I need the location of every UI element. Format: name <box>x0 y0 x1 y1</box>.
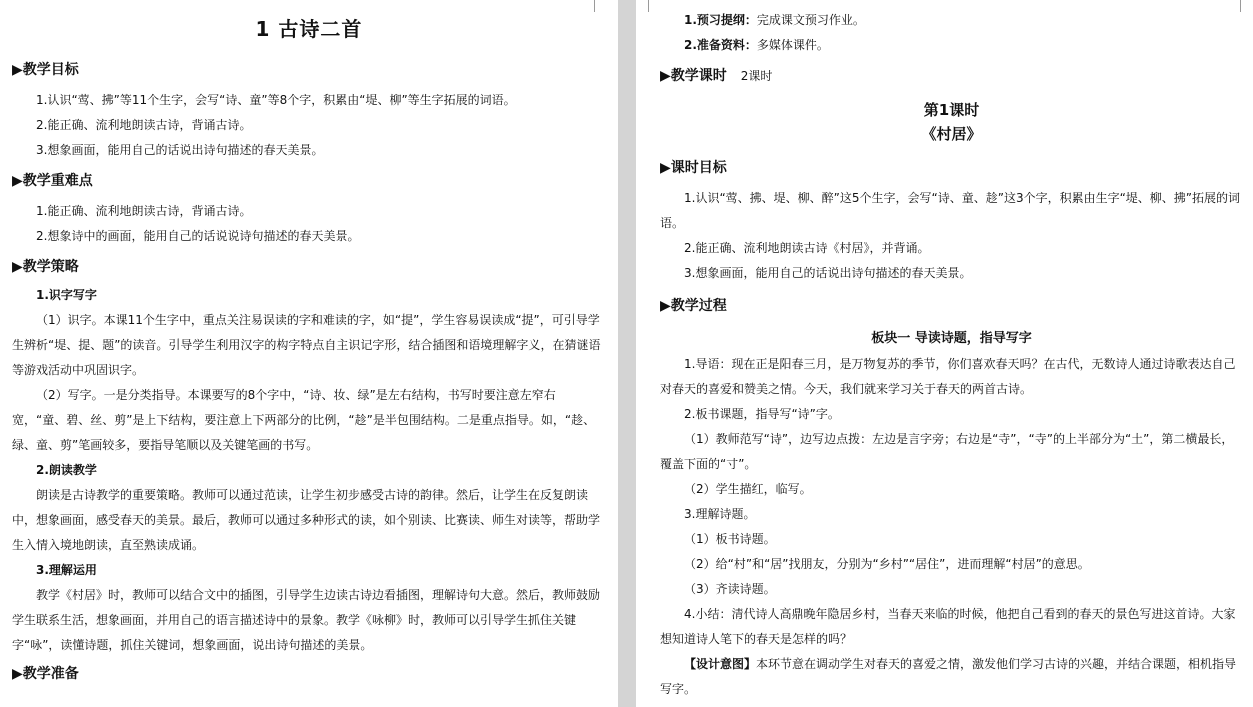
block-title: 板块一 导读诗题，指导写字 <box>871 331 1032 346</box>
difficulty-item: 2.想象诗中的画面，能用自己的话说说诗句描述的春天美景。 <box>36 229 360 243</box>
prep-item <box>660 33 1243 58</box>
strategy-paragraph: 教学《村居》时，教师可以结合文中的插图，引导学生边读古诗边看插图，理解诗句大意。然后，教师鼓励学生联系生活，想象画面，并用自己的语言描述诗中的景象。教学《咏柳》时，教师可以引导学生抓住关键字“咏”，读懂诗题，抓住关键词，想象画面，说出诗句描述的美景。 <box>12 588 601 652</box>
process-item: 4.小结：清代诗人高鼎晚年隐居乡村，当春天来临的时候，他把自己看到的春天的景色写进这首诗。大家想知道诗人笔下的春天是怎样的吗？ <box>660 607 1236 646</box>
section-heading-process: ▶教学过程 <box>660 298 727 314</box>
process-item: 3.理解诗题。 <box>684 507 756 521</box>
strategy-subheading: 3.理解运用 <box>36 563 97 577</box>
goal-item: 1.认识“莺、拂”等11个生字，会写“诗、童”等8个字，积累由“堤、柳”等生字拓展的词语。 <box>36 93 516 107</box>
process-item: （2）给“村”和“居”找朋友，分别为“乡村”“居住”，进而理解“村居”的意思。 <box>684 557 1090 571</box>
prep-item-text: 多媒体课件。 <box>756 38 829 52</box>
lesson-title: 1 古诗二首 <box>255 17 363 41</box>
strategy-paragraph: （1）识字。本课11个生字中，重点关注易误读的字和难读的字，如“提”，学生容易误读成“提”，可引导学生辨析“堤、提、题”的读音。引导学生利用汉字的构字特点自主识记字形，结合插图和语境理解字义，在猜谜语等游戏活动中巩固识字。 <box>12 313 601 377</box>
hours-value: 2课时 <box>740 69 773 83</box>
lesson-goal-item: 3.想象画面，能用自己的话说出诗句描述的春天美景。 <box>684 266 972 280</box>
strategy-paragraph: （2）写字。一是分类指导。本课要写的8个字中，“诗、妆、绿”是左右结构，书写时要注意左窄右宽，“童、碧、丝、剪”是上下结构，要注意上下两部分的比例，“趁”是半包围结构。二是重点指导。如，“趁、绿、童、剪”笔画较多，要指导笔顺以及关键笔画的书写。 <box>12 388 596 452</box>
difficulty-item: 1.能正确、流利地朗读古诗，背诵古诗。 <box>36 204 252 218</box>
corner-mark <box>1240 0 1241 12</box>
goal-item: 3.想象画面，能用自己的话说出诗句描述的春天美景。 <box>36 143 324 157</box>
page-gap <box>618 0 636 707</box>
strategy-subheading: 1.识字写字 <box>36 288 97 302</box>
design-intent-text: 本环节意在调动学生对春天的喜爱之情，激发他们学习古诗的兴趣，并结合课题，相机指导写字。 <box>660 657 1237 696</box>
process-item: （1）板书诗题。 <box>684 532 776 546</box>
section-heading-difficulty: ▶教学重难点 <box>12 173 93 189</box>
lesson-goal-item: 1.认识“莺、拂、堤、柳、醉”这5个生字，会写“诗、童、趁”这3个字，积累由生字“堤、柳、拂”拓展的词语。 <box>660 191 1241 230</box>
poem-title: 《村居》 <box>921 125 982 143</box>
document-page-left <box>0 0 618 707</box>
prep-item-label: 1.预习提纲： <box>684 13 757 27</box>
prep-item <box>660 8 1243 33</box>
section-heading-goals: ▶教学目标 <box>12 62 79 78</box>
section-heading-lesson-goals: ▶课时目标 <box>660 160 727 176</box>
process-item: （2）学生描红，临写。 <box>684 482 812 496</box>
prep-item-label: 2.准备资料： <box>684 38 757 52</box>
strategy-paragraph: 朗读是古诗教学的重要策略。教师可以通过范读，让学生初步感受古诗的韵律。然后，让学生在反复朗读中，想象画面，感受春天的美景。最后，教师可以通过多种形式的读，如个别读、比赛读、师生对读等，帮助学生入情入境地朗读，直至熟读成诵。 <box>12 488 601 552</box>
process-item: 2.板书课题，指导写“诗”字。 <box>684 407 840 421</box>
section-heading-strategy: ▶教学策略 <box>12 259 79 275</box>
design-intent <box>660 652 1243 702</box>
strategy-subheading: 2.朗读教学 <box>36 463 97 477</box>
process-item: （1）教师范写“诗”，边写边点拨：左边是言字旁；右边是“寺”，“寺”的上半部分为“土”，第二横最长，覆盖下面的“寸”。 <box>660 432 1234 471</box>
lesson-subtitle: 第1课时 <box>923 101 980 119</box>
lesson-goal-item: 2.能正确、流利地朗读古诗《村居》，并背诵。 <box>684 241 930 255</box>
process-item: 1.导语：现在正是阳春三月，是万物复苏的季节，你们喜欢春天吗？在古代，无数诗人通过诗歌表达自己对春天的喜爱和赞美之情。今天，我们就来学习关于春天的两首古诗。 <box>660 357 1236 396</box>
corner-mark <box>594 0 595 12</box>
section-heading-prep: ▶教学准备 <box>12 666 79 682</box>
corner-mark <box>648 0 649 12</box>
document-page-right <box>636 0 1253 707</box>
process-item: （3）齐读诗题。 <box>684 582 776 596</box>
design-intent-label: 【设计意图】 <box>684 657 757 671</box>
goal-item: 2.能正确、流利地朗读古诗，背诵古诗。 <box>36 118 252 132</box>
hours-label: ▶教学课时 <box>660 68 727 84</box>
prep-item-text: 完成课文预习作业。 <box>756 13 865 27</box>
section-heading-hours <box>660 64 1243 88</box>
